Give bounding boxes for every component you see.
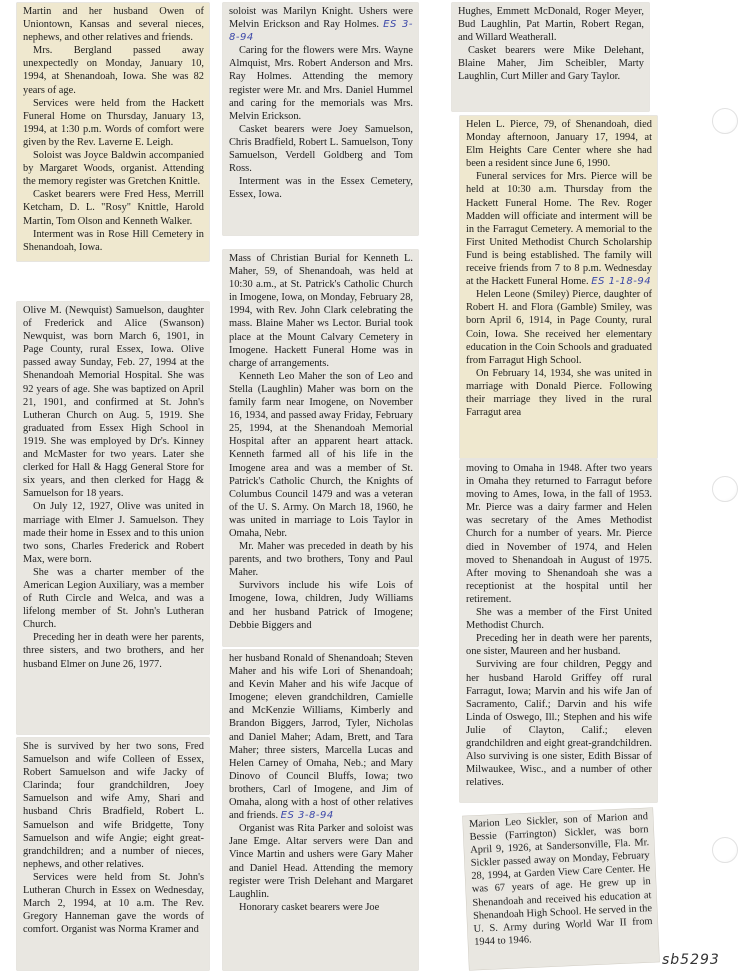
paragraph: Preceding her in death were her parents, one sister, Maureen and her husband. — [466, 633, 652, 658]
paragraph — [466, 170, 652, 288]
paragraph: Hughes, Emmett McDonald, Roger Meyer, Bud Laughlin, Pat Martin, Robert Regan, and Willard Weatherall. — [458, 6, 644, 44]
paragraph: Interment was in Rose Hill Cemetery in Shenandoah, Iowa. — [23, 228, 204, 253]
clipping-pierce-obituary-part2 — [460, 460, 657, 802]
paragraph: Mass of Christian Burial for Kenneth L. Maher, 59, of Shenandoah, was held at 10:30 a.m., at St. Patrick's Catholic Church in Imogene, Iowa, on Monday, February 28, 1994, with Rev. John Clark celebrating the mass. Blaine Maher ws Lector. Burial took place at the Mount Calvary Cemetery in Imogene. Hackett Funeral Home was in charge of arrangements. — [229, 253, 413, 369]
handwritten-catalog-number: sb5293 — [662, 952, 720, 968]
paragraph: Kenneth Leo Maher the son of Leo and Stella (Laughlin) Maher was born on the family farm near Imogene, on November 16, 1934, and passed away Friday, February 25, 1994, at the Shenandoah Memorial Hospital after an apparent heart attack. Kenneth farmed all of his life in the Imogene area and was a member of St. Patrick's Catholic Church, the Knights of Columbus Council 1479 and was a veteran of the U. S. Army. On March 18, 1960, he was united in marriage to Lois Taylor in Omaha, Nebr. — [229, 370, 413, 539]
handwritten-date-note: ES 1-18-94 — [591, 276, 652, 288]
paragraph: Casket bearers were Joey Samuelson, Chris Bradfield, Robert L. Samuelson, Tony Samuelson, Verdell Goldberg and Tom Ross. — [229, 123, 413, 175]
paragraph: Survivors include his wife Lois of Imogene, Iowa, children, Judy Williams and her husband Patrick of Imogene; Debbie Biggers and — [229, 580, 413, 631]
paragraph: On February 14, 1934, she was united in marriage with Donald Pierce. Following their marriage they lived in the rural Farragut area — [466, 367, 652, 419]
paragraph: Mrs. Bergland passed away unexpectedly on Monday, January 10, 1994, at Shenandoah, Iowa. She was 82 years of age. — [23, 45, 204, 96]
clipping-samuelson-obituary-part1 — [17, 302, 209, 734]
clipping-samuelson-obituary-part2 — [17, 738, 209, 970]
paragraph: Preceding her in death were her parents, three sisters, and two brothers, and her husband Elmer on June 26, 1977. — [23, 632, 204, 670]
paragraph: Honorary casket bearers were Joe — [239, 901, 380, 913]
paragraph: Surviving are four children, Peggy and her husband Harold Griffey off rural Farragut, Iowa; Marvin and his wife Jan of Sacramento, Calif.; Darvin and his wife Linda of Oswego, Ill.; Stephen and his wife Julie of Clayton, Calif.; eleven grandchildren and eight great-grandchildren. Also surviving is one sister, Edith Bissar of Milwaukee, Wisc., and a number of other relatives. — [466, 659, 652, 789]
punch-hole-top — [712, 108, 738, 134]
paragraph: She was a member of the First United Methodist Church. — [466, 607, 652, 632]
paragraph: Organist was Rita Parker and soloist was Jane Emge. Altar servers were Dan and Vince Martin and ushers were Gary Maher and Daniel Head. Attending the memory register were Trish Delehant and Margaret Laughlin. — [229, 823, 413, 900]
paragraph: Services were held from the Hackett Funeral Home on Thursday, January 13, 1994, at 1:30 p.m. Words of comfort were given by the Rev. Laverne E. Leigh. — [23, 97, 204, 148]
paragraph: Marion Leo Sickler, son of Marion and Bessie (Farrington) Sickler, was born April 9, 1926, at Sandersonville, Fla. Mr. Sickler passed away on Monday, February 28, 1994, at Garden View Care Center. He was 67 years of age. He grew up in Shenandoah and received his education at Shenandoah High School. He served in the U. S. Army during World War II from 1944 to 1946. — [468, 811, 653, 948]
clipping-pierce-obituary-part1 — [460, 116, 657, 458]
paragraph: On July 12, 1927, Olive was united in marriage with Elmer J. Samuelson. They made their home in Essex and to this union two sons, Charles Frederick and Robert Max, were born. — [23, 501, 204, 565]
paragraph: Casket bearers were Mike Delehant, Blaine Maher, Jim Scheibler, Marty Laughlin, Curt Miller and Gary Taylor. — [458, 45, 644, 83]
paragraph: Casket bearers were Fred Hess, Merrill Ketcham, D. L. "Rosy" Knittle, Harold Martin, Tom Olson and Kenneth Walker. — [23, 189, 204, 227]
punch-hole-middle — [712, 476, 738, 502]
paragraph: Olive M. (Newquist) Samuelson, daughter of Frederick and Alice (Swanson) Newquist, was born March 6, 1901, in Page County, rural Essex, Iowa. Olive passed away Sunday, Feb. 27, 1994 at the Shenandoah Memorial Hospital. She was 92 years of age. She was baptized on April 21, 1901, and confirmed at St. John's Lutheran Church on Aug. 5, 1919. She graduated from Essex High School in 1919. She was employed by Dr's. Kinney and McMaster for two years. Later she clerked for Hall & Hagg General Store for six years, and then clerked for Hagg & Samuelson for 18 years. — [23, 305, 204, 500]
paragraph — [229, 5, 413, 44]
paragraph: Helen Leone (Smiley) Pierce, daughter of Robert H. and Flora (Gamble) Smiley, was born April 6, 1914, in Page County, rural Coin, Iowa. She received her elementary education in the Coin Schools and graduated from Farragut High School. — [466, 289, 652, 366]
paragraph-text: Funeral services for Mrs. Pierce will be held at 10:30 a.m. Thursday from the Hackett Funeral Home. The Rev. Roger Madden will officiate and interment will be in the Farragut Cemetery. A memorial to the First United Methodist Church Scholarship Fund is being established. The family will receive friends from 7 to 8 p.m. Wednesday at the Hackett Funeral Home. — [466, 171, 652, 288]
paragraph-text: soloist was Marilyn Knight. Ushers were Melvin Erickson and Ray Holmes. — [229, 6, 413, 31]
clipping-maher-obituary-part3 — [452, 3, 649, 111]
paragraph: Mr. Maher was preceded in death by his parents, and two brothers, Tony and Paul Maher. — [229, 541, 413, 579]
clipping-bergland-obituary — [17, 3, 209, 261]
paragraph — [229, 652, 413, 822]
paragraph-text: her husband Ronald of Shenandoah; Steven Maher and his wife Lori of Shenandoah; and Kevin Maher and his wife Jacque of Imogene; eleven grandchildren, Camielle and McKenzie Williams, Kimberly and Brandon Biggers, Jarrod, Tyler, Nicholas and Daniel Maher; Adam, Brett, and Tara Maher; three sisters, Marcella Lucas and Helen Carney of Omaha, Neb.; and Mary Dinovo of Council Bluffs, Iowa; two brothers, Carl of Imogene, and Jim of Omaha, along with a host of other relatives and friends. — [229, 653, 413, 822]
clipping-samuelson-obituary-part3 — [223, 3, 418, 235]
paragraph: Services were held from St. John's Lutheran Church in Essex on Wednesday, March 2, 1994, at 10 a.m. The Rev. Gregory Hanneman gave the words of comfort. Organist was Norma Kramer and — [23, 871, 204, 936]
paragraph: Caring for the flowers were Mrs. Wayne Almquist, Mrs. Robert Anderson and Mrs. Ray Holmes. Attending the memory register were Mr. and Mrs. Daniel Hummel and caring for the memorials was Mrs. Melvin Erickson. — [229, 45, 413, 122]
paragraph: Helen L. Pierce, 79, of Shenandoah, died Monday afternoon, January 17, 1994, at Elm Heights Care Center where she had been a resident since June 6, 1990. — [466, 119, 652, 170]
paragraph: She was a charter member of the American Legion Auxiliary, was a member of Ruth Circle and Welca, and was a lifelong member of St. John's Lutheran Church. — [23, 566, 204, 631]
paragraph: She is survived by her two sons, Fred Samuelson and wife Colleen of Essex, Robert Samuelson and wife Jacky of Clarinda; four grandchildren, Joey Samuelson and wife Amy, Shari and husband Chris Bradfield, Robert L. Samuelson and wife Bridgette, Tony Samuelson and wife Angie; eight great-grandchildren; and a number of nieces, nephews, and other relatives. — [23, 741, 204, 870]
punch-hole-bottom — [712, 837, 738, 863]
paragraph: Soloist was Joyce Baldwin accompanied by Margaret Woods, organist. Attending the memory register was Gretchen Knittle. — [23, 150, 204, 188]
handwritten-date-note: ES 3-8-94 — [229, 19, 413, 44]
handwritten-date-note: ES 3-8-94 — [280, 810, 334, 822]
paragraph: moving to Omaha in 1948. After two years in Omaha they returned to Farragut before moving to Ames, Iowa, in the fall of 1953. Mr. Pierce was a dairy farmer and Helen was secretary of the Ames Methodist Church for a number of years. Mr. Pierce died in November of 1974, and Helen moved to Shenandoah in August of 1975. After moving to Shenandoah she was a receptionist at the hospital until her retirement. — [466, 463, 652, 605]
clipping-maher-obituary-part1 — [223, 250, 418, 646]
clipping-sickler-obituary — [463, 808, 660, 970]
paragraph: Interment was in the Essex Cemetery, Essex, Iowa. — [229, 176, 413, 201]
paragraph: Martin and her husband Owen of Uniontown, Kansas and several nieces, nephews, and other relatives and friends. — [23, 6, 204, 44]
clipping-maher-obituary-part2 — [223, 650, 418, 970]
